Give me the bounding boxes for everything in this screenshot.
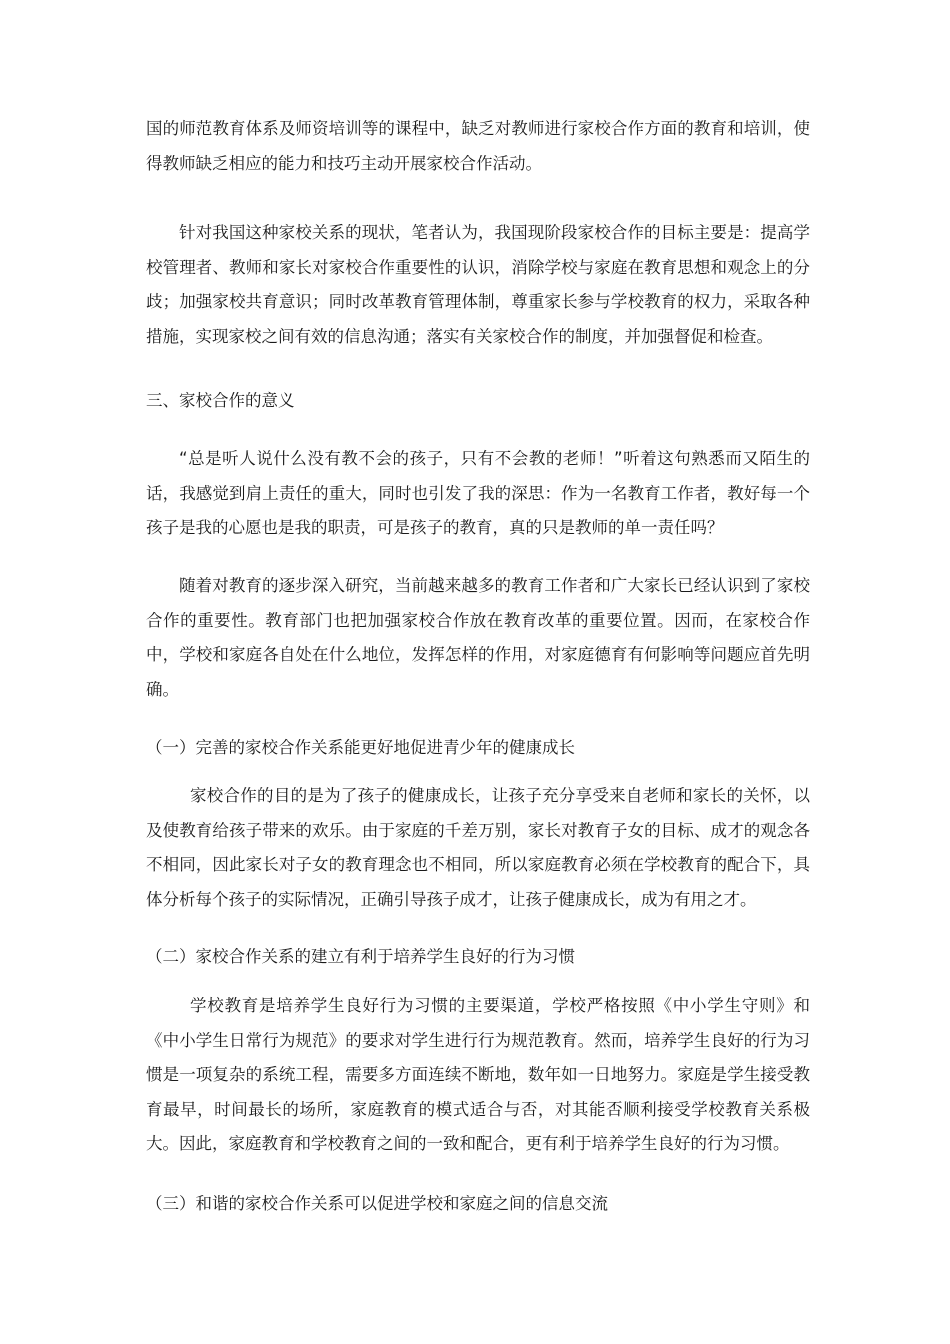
paragraph-teacher-training: 国的师范教育体系及师资培训等的课程中，缺乏对教师进行家校合作方面的教育和培训，使得教师缺乏相应的能力和技巧主动开展家校合作活动。 [146,119,810,173]
subsection-heading-1: （一）完善的家校合作关系能更好地促进青少年的健康成长 [146,738,575,757]
paragraph-healthy-growth: 家校合作的目的是为了孩子的健康成长，让孩子充分享受来自老师和家长的关怀，以及使教育给孩子带来的欢乐。由于家庭的千差万别，家长对教育子女的目标、成才的观念各不相同，因此家长对子女的教育理念也不相同，所以家庭教育必须在学校教育的配合下，具体分析每个孩子的实际情况，正确引导孩子成才，让孩子健康成长，成为有用之才。 [146,786,810,909]
paragraph-behavior-habits: 学校教育是培养学生良好行为习惯的主要渠道，学校严格按照《中小学生守则》和《中小学生日常行为规范》的要求对学生进行行为规范教育。然而，培养学生良好的行为习惯是一项复杂的系统工程，需要多方面连续不断地，数年如一日地努力。家庭是学生接受教育最早，时间最长的场所，家庭教育的模式适合与否，对其能否顺利接受学校教育关系极大。因此，家庭教育和学校教育之间的一致和配合，更有利于培养学生良好的行为习惯。 [146,996,810,1153]
paragraph-cooperation-goals: 针对我国这种家校关系的现状，笔者认为，我国现阶段家校合作的目标主要是：提高学校管理者、教师和家长对家校合作重要性的认识，消除学校与家庭在教育思想和观念上的分歧；加强家校共育意识；同时改革教育管理体制，尊重家长参与学校教育的权力，采取各种措施，实现家校之间有效的信息沟通；落实有关家校合作的制度，并加强督促和检查。 [146,223,810,346]
section-heading-significance: 三、家校合作的意义 [146,391,295,410]
paragraph-quote-reflection: “总是听人说什么没有教不会的孩子，只有不会教的老师！”听着这句熟悉而又陌生的话，我感觉到肩上责任的重大，同时也引发了我的深思：作为一名教育工作者，教好每一个孩子是我的心愿也是我的职责，可是孩子的教育，真的只是教师的单一责任吗？ [146,449,810,537]
paragraph-importance: 随着对教育的逐步深入研究，当前越来越多的教育工作者和广大家长已经认识到了家校合作的重要性。教育部门也把加强家校合作放在教育改革的重要位置。因而，在家校合作中，学校和家庭各自处在什么地位，发挥怎样的作用，对家庭德育有何影响等问题应首先明确。 [146,576,810,699]
subsection-heading-2: （二）家校合作关系的建立有利于培养学生良好的行为习惯 [146,947,575,966]
subsection-heading-3: （三）和谐的家校合作关系可以促进学校和家庭之间的信息交流 [146,1194,608,1213]
